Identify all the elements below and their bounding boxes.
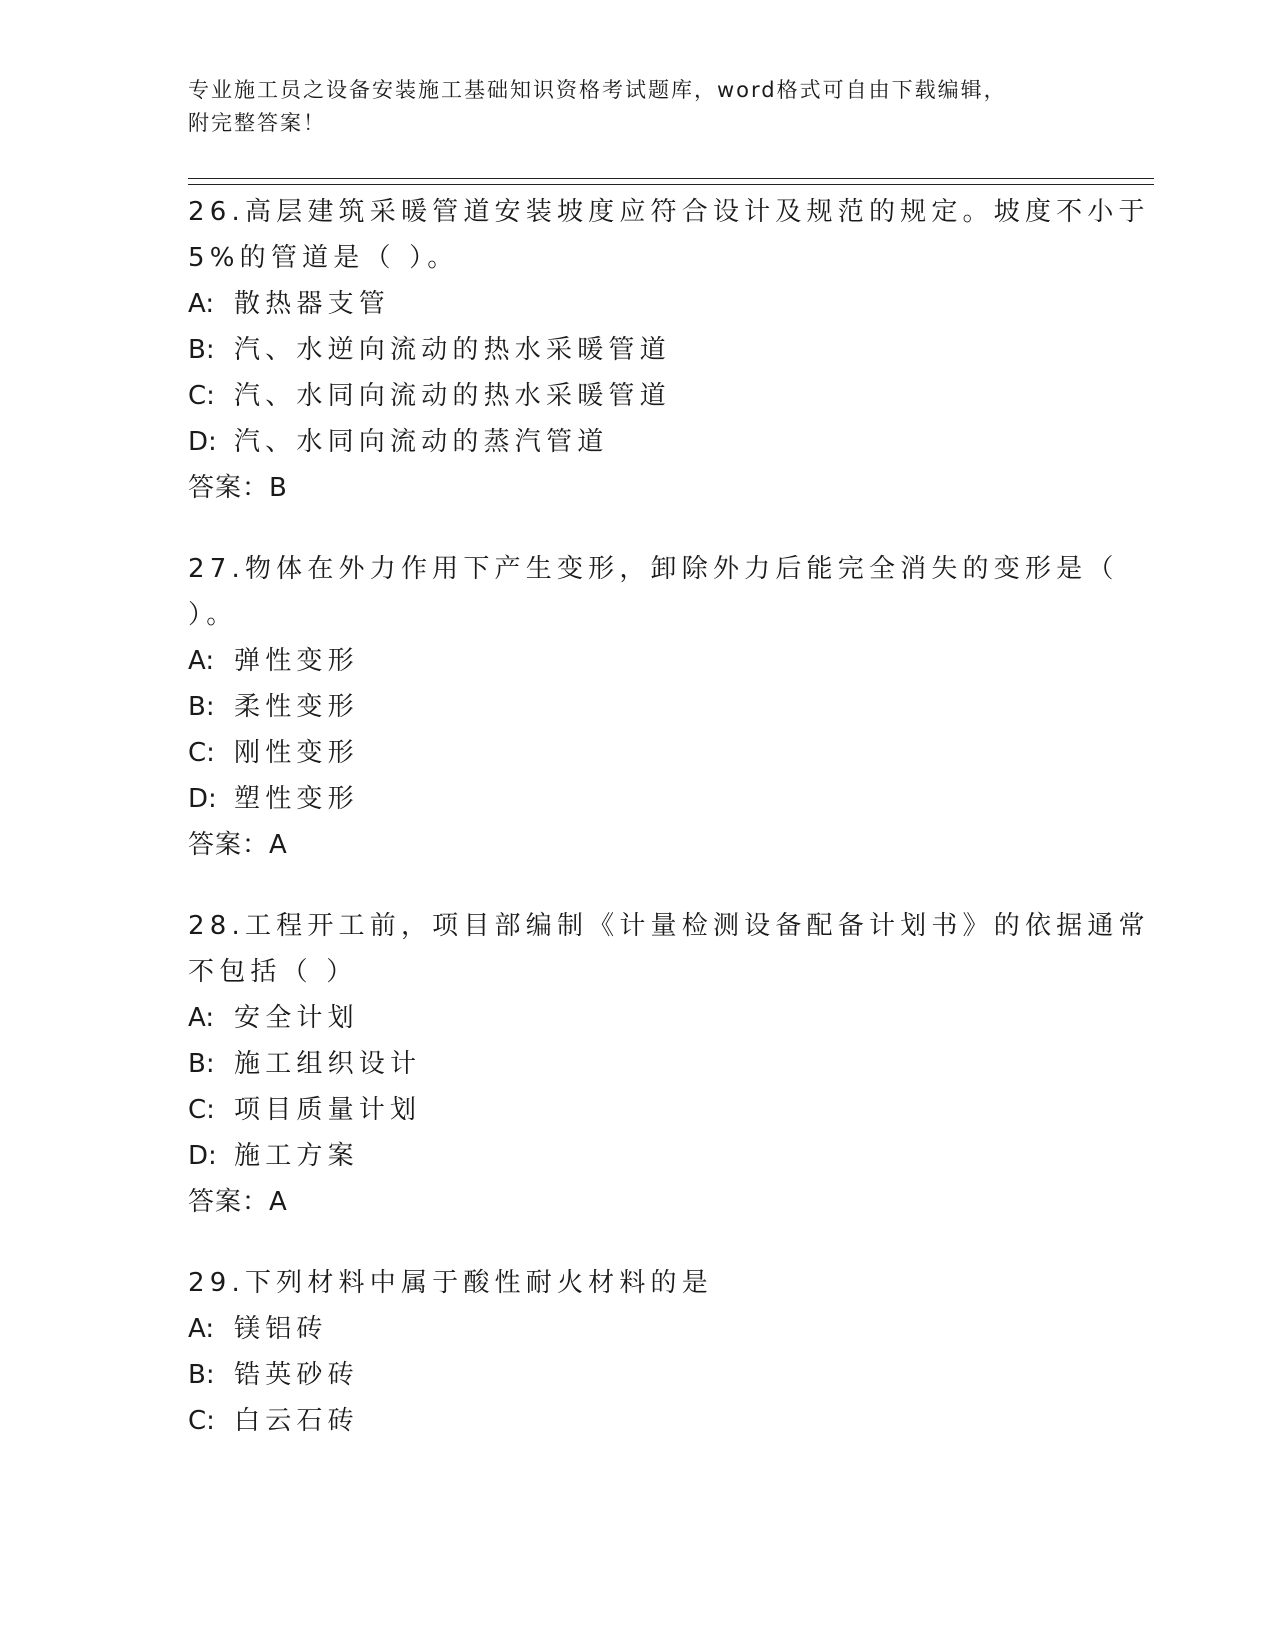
question-stem-line: 29.下列材料中属于酸性耐火材料的是 bbox=[188, 1268, 713, 1298]
answer-line: 答案：B bbox=[188, 473, 288, 503]
option-c bbox=[188, 1398, 1088, 1444]
option-d bbox=[188, 419, 1088, 465]
option-key: B: bbox=[188, 1049, 215, 1079]
question-26 bbox=[188, 189, 1150, 511]
header-divider-bottom bbox=[188, 184, 1154, 185]
option-a bbox=[188, 1306, 1088, 1352]
option-b bbox=[188, 684, 1088, 730]
option-text: 安全计划 bbox=[234, 1003, 359, 1033]
question-29 bbox=[188, 1260, 1088, 1444]
option-a bbox=[188, 995, 1088, 1041]
option-text: 镁铝砖 bbox=[234, 1314, 328, 1344]
option-text: 汽、水同向流动的热水采暖管道 bbox=[234, 381, 671, 411]
option-key: C: bbox=[188, 1406, 215, 1436]
question-stem-line: ）。 bbox=[188, 600, 238, 630]
option-text: 白云石砖 bbox=[234, 1406, 359, 1436]
answer-line: 答案：A bbox=[188, 830, 288, 860]
option-text: 施工组织设计 bbox=[234, 1049, 422, 1079]
document-header bbox=[188, 74, 1088, 140]
option-key: A: bbox=[188, 1314, 215, 1344]
option-text: 柔性变形 bbox=[234, 692, 359, 722]
option-key: C: bbox=[188, 381, 215, 411]
question-27 bbox=[188, 546, 1119, 868]
header-line-2: 附完整答案！ bbox=[188, 111, 326, 135]
option-key: A: bbox=[188, 1003, 215, 1033]
option-a bbox=[188, 638, 1088, 684]
option-text: 锆英砂砖 bbox=[234, 1360, 359, 1390]
question-stem-line: 26.高层建筑采暖管道安装坡度应符合设计及规范的规定。坡度不小于 bbox=[188, 197, 1150, 227]
option-b bbox=[188, 327, 1088, 373]
option-text: 施工方案 bbox=[234, 1141, 359, 1171]
option-c bbox=[188, 1087, 1088, 1133]
option-b bbox=[188, 1041, 1088, 1087]
option-key: B: bbox=[188, 692, 215, 722]
option-text: 汽、水逆向流动的热水采暖管道 bbox=[234, 335, 671, 365]
question-stem-line: 27.物体在外力作用下产生变形，卸除外力后能完全消失的变形是（ bbox=[188, 554, 1119, 584]
question-stem-line: 28.工程开工前，项目部编制《计量检测设备配备计划书》的依据通常 bbox=[188, 911, 1150, 941]
option-text: 弹性变形 bbox=[234, 646, 359, 676]
option-c bbox=[188, 730, 1088, 776]
option-key: A: bbox=[188, 646, 215, 676]
option-key: C: bbox=[188, 1095, 215, 1125]
option-key: D: bbox=[188, 427, 217, 457]
option-key: C: bbox=[188, 738, 215, 768]
option-text: 塑性变形 bbox=[234, 784, 359, 814]
question-list bbox=[188, 189, 1150, 1479]
option-key: A: bbox=[188, 289, 215, 319]
option-c bbox=[188, 373, 1088, 419]
option-d bbox=[188, 776, 1088, 822]
option-key: D: bbox=[188, 784, 217, 814]
question-stem-line: 5%的管道是（ ）。 bbox=[188, 243, 459, 273]
option-text: 散热器支管 bbox=[234, 289, 391, 319]
option-b bbox=[188, 1352, 1088, 1398]
header-line-1: 专业施工员之设备安装施工基础知识资格考试题库，word格式可自由下载编辑， bbox=[188, 78, 1007, 102]
option-d bbox=[188, 1133, 1088, 1179]
question-28 bbox=[188, 903, 1150, 1225]
option-key: B: bbox=[188, 1360, 215, 1390]
question-stem-line: 不包括（ ） bbox=[188, 957, 358, 987]
option-a bbox=[188, 281, 1088, 327]
option-key: D: bbox=[188, 1141, 217, 1171]
option-text: 汽、水同向流动的蒸汽管道 bbox=[234, 427, 609, 457]
header-divider-top bbox=[188, 178, 1154, 179]
answer-line: 答案：A bbox=[188, 1187, 288, 1217]
option-key: B: bbox=[188, 335, 215, 365]
option-text: 项目质量计划 bbox=[234, 1095, 422, 1125]
option-text: 刚性变形 bbox=[234, 738, 359, 768]
